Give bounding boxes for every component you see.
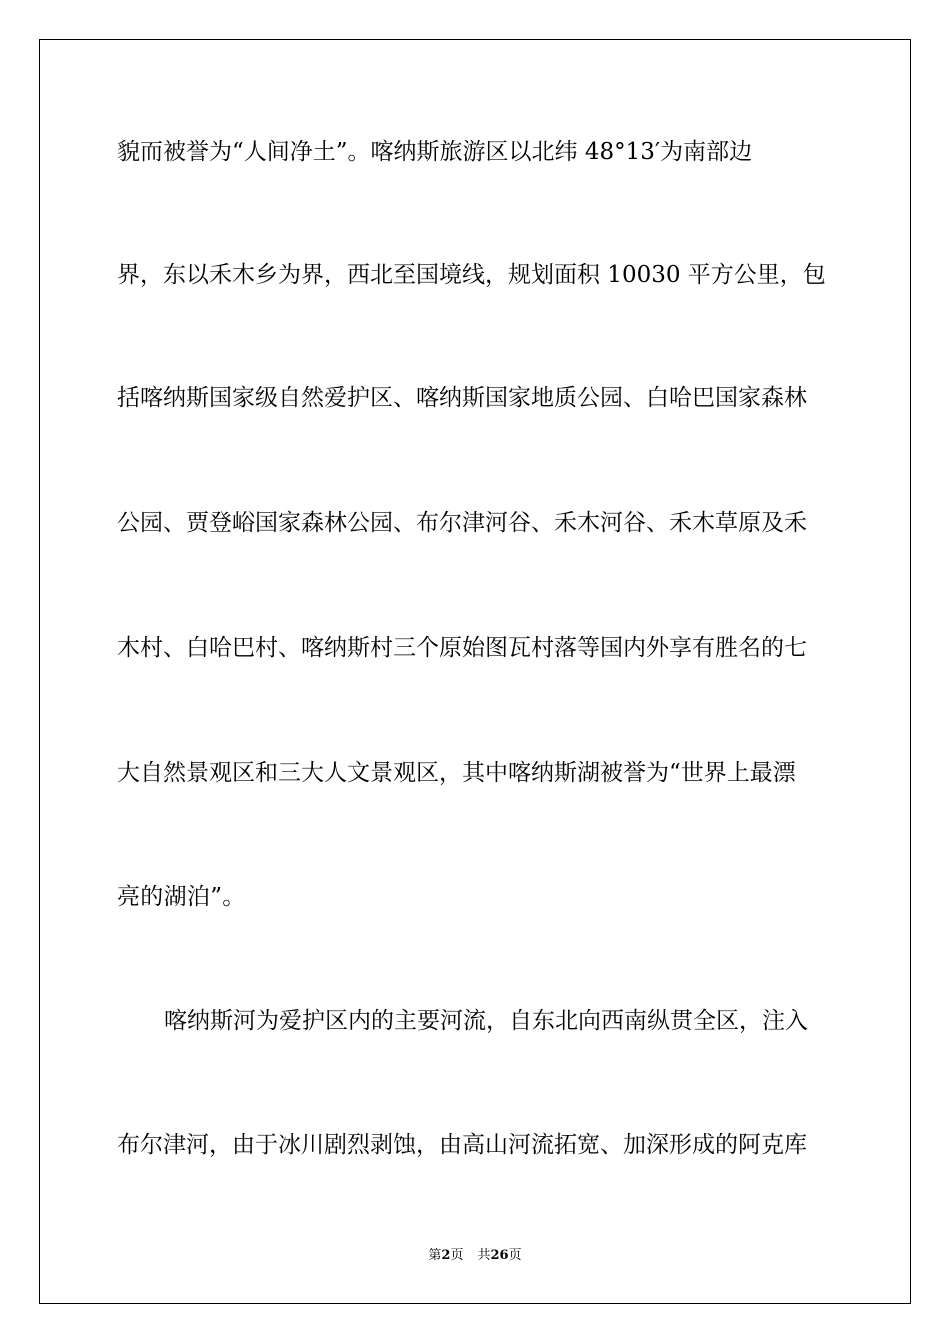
page-number: 2 <box>441 1248 451 1263</box>
text-line-5: 木村、白哈巴村、喀纳斯村三个原始图瓦村落等国内外享有胜名的七 <box>117 635 807 661</box>
text-line-7: 亮的湖泊”。 <box>117 884 246 910</box>
page-label-prefix: 第 <box>428 1248 442 1263</box>
text-line-8-paragraph-start: 喀纳斯河为爱护区内的主要河流，自东北向西南纵贯全区，注入 <box>164 1008 808 1034</box>
total-label-prefix: 共 <box>477 1248 491 1263</box>
total-pages: 26 <box>490 1248 509 1263</box>
page-label-suffix: 页 <box>450 1248 464 1263</box>
page-footer <box>0 1248 950 1264</box>
text-line-6: 大自然景观区和三大人文景观区，其中喀纳斯湖被誉为“世界上最漂 <box>117 760 796 786</box>
text-line-9: 布尔津河，由于冰川剧烈剥蚀，由高山河流拓宽、加深形成的阿克库 <box>117 1132 807 1158</box>
text-line-4: 公园、贾登峪国家森林公园、布尔津河谷、禾木河谷、禾木草原及禾 <box>117 510 807 536</box>
total-label-suffix: 页 <box>508 1248 522 1263</box>
text-line-3: 括喀纳斯国家级自然爱护区、喀纳斯国家地质公园、白哈巴国家森林 <box>117 385 807 411</box>
text-line-2: 界，东以禾木乡为界，西北至国境线，规划面积 10030 平方公里，包 <box>117 262 826 288</box>
text-line-1: 貌而被誉为“人间净土”。喀纳斯旅游区以北纬 48°13′为南部边 <box>117 139 753 165</box>
page-border <box>39 39 911 1304</box>
